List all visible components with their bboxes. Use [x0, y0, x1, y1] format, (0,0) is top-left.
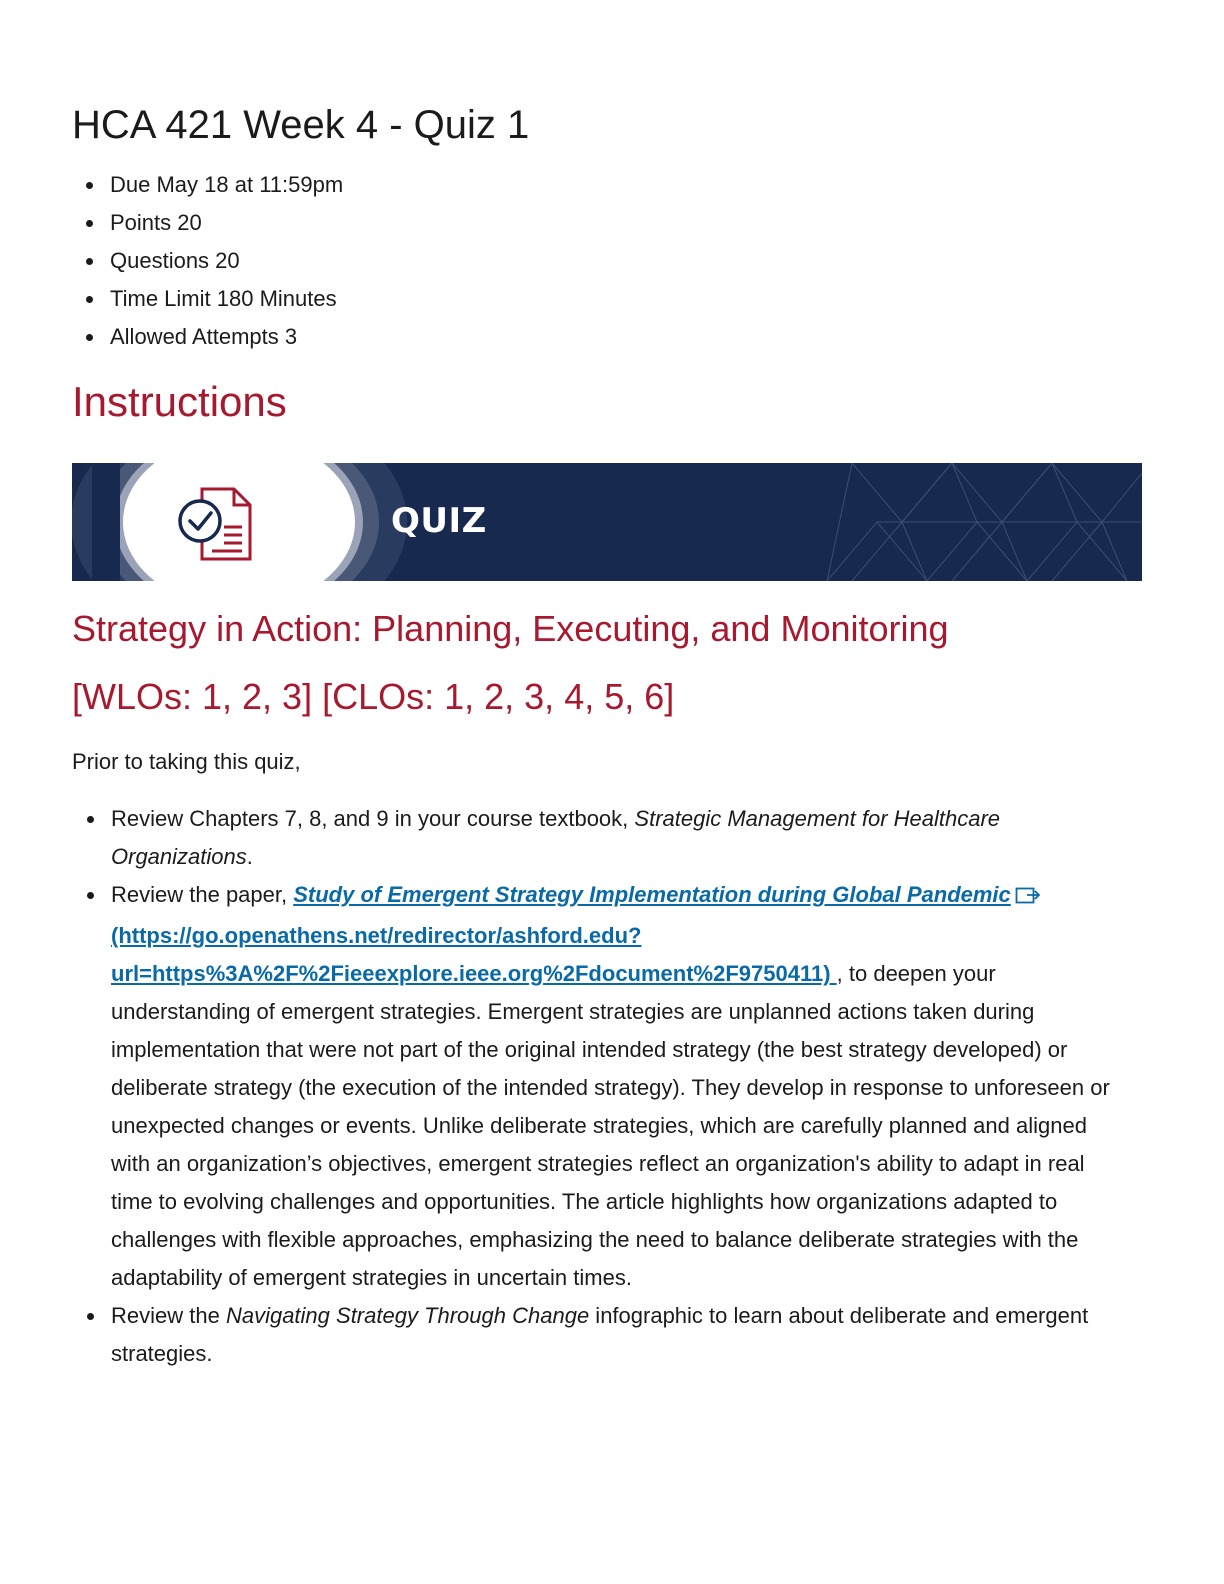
detail-allowed-attempts: Allowed Attempts 3: [72, 318, 343, 356]
detail-questions: Questions 20: [72, 242, 343, 280]
checklist-document-icon: [172, 481, 256, 565]
quiz-banner: [72, 463, 1142, 581]
paper-link-url: (https://go.openathens.net/redirector/ashford.edu?url=https%3A%2F%2Fieeexplore.ieee.org%2Fdocument%2F9750411): [111, 923, 837, 986]
detail-time-limit: Time Limit 180 Minutes: [72, 280, 343, 318]
section-title: Strategy in Action: Planning, Executing, and Monitoring: [72, 608, 949, 649]
detail-due: Due May 18 at 11:59pm: [72, 166, 343, 204]
infographic-title: Navigating Strategy Through Change: [225, 1303, 590, 1328]
external-link-icon: [1015, 879, 1041, 917]
list-item-textbook: Review Chapters 7, 8, and 9 in your course textbook, Strategic Management for Healthcare Organizations.: [72, 800, 1132, 876]
intro-text: Prior to taking this quiz,: [72, 749, 301, 774]
instructions-heading: Instructions: [72, 378, 287, 425]
detail-points: Points 20: [72, 204, 343, 242]
list-item-paper: Review the paper, Study of Emergent Strategy Implementation during Global Pandemic (https://go.openathens.net/redirector/ashford.edu?url=https%3A%2F%2Fieeexplore.ieee.org%2Fdocument%2F9750411) , to deepen your understanding of emergent strategies. Emergent strategies are unplanned actions taken during implementation that were not part of the original intended strategy (the best strategy developed) or deliberate strategy (the execution of the intended strategy). They develop in response to unforeseen or unexpected changes or events. Unlike deliberate strategies, which are carefully planned and aligned with an organization’s objectives, emergent strategies reflect an organization's ability to adapt in real time to evolving challenges and opportunities. The article highlights how organizations adapted to challenges with flexible approaches, emphasizing the need to balance deliberate strategies with the adaptability of emergent strategies in uncertain times.: [72, 876, 1132, 1297]
instructions-list: [72, 800, 1132, 1373]
list-item-infographic: Review the Navigating Strategy Through Change infographic to learn about deliberate and emergent strategies.: [72, 1297, 1132, 1373]
quiz-details-list: [72, 166, 343, 356]
textbook-title: Strategic Management for Healthcare Organizations: [111, 806, 1001, 869]
banner-label: QUIZ: [391, 501, 487, 541]
paper-link-title: Study of Emergent Strategy Implementation during Global Pandemic: [293, 882, 1011, 907]
page-title: HCA 421 Week 4 - Quiz 1: [72, 103, 530, 147]
learning-objectives: [WLOs: 1, 2, 3] [CLOs: 1, 2, 3, 4, 5, 6]: [72, 676, 675, 717]
